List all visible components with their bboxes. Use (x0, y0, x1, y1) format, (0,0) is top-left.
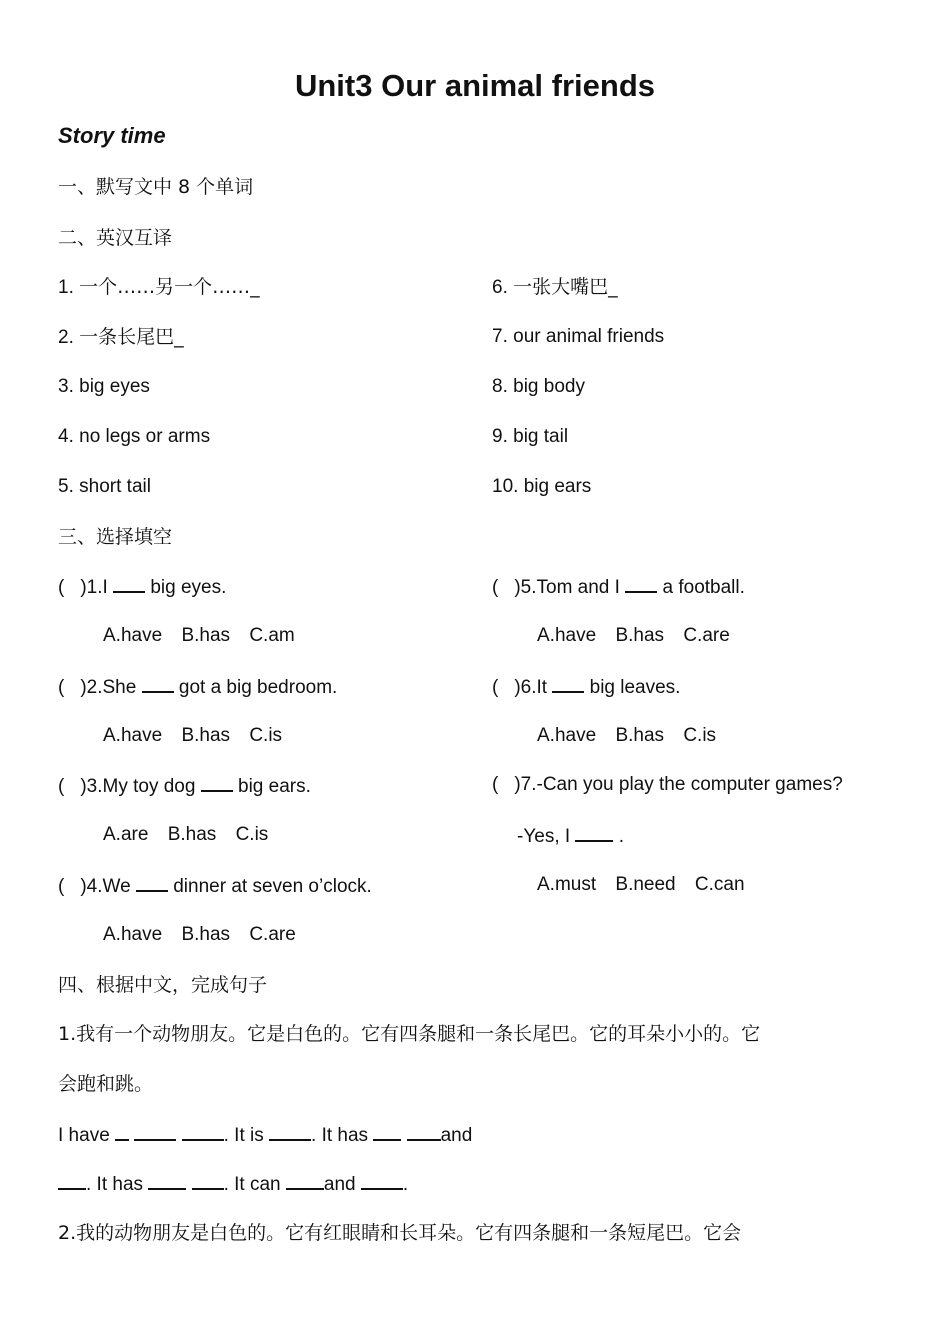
open-paren: ( (492, 677, 499, 698)
fill-sentence (58, 1121, 472, 1149)
choice-options (537, 723, 716, 749)
answer-blank[interactable] (134, 1121, 176, 1141)
question-stem: )5.Tom and I (514, 577, 620, 598)
choice-question (58, 673, 337, 701)
answer-blank[interactable] (201, 772, 233, 792)
choice-question (58, 573, 226, 601)
open-paren: ( (492, 577, 499, 598)
translate-item (58, 374, 150, 400)
question-stem: )4.We (80, 876, 131, 897)
option-a: A.have (103, 725, 163, 746)
option-b: B.has (181, 725, 231, 746)
answer-blank[interactable] (552, 673, 584, 693)
item-number: 10. (492, 476, 519, 497)
choice-options (103, 822, 268, 848)
choice-question (492, 573, 745, 601)
choice-options (103, 623, 295, 649)
item-text: 一张大嘴巴_ (513, 276, 618, 298)
choice-question (492, 772, 843, 798)
sentence-text: I have (58, 1125, 110, 1146)
item-text: our animal friends (513, 326, 665, 347)
item-number: 2. (58, 327, 74, 348)
choice-question (492, 673, 680, 701)
sentence-text: and (440, 1125, 473, 1146)
section-heading-3: 三、选择填空 (58, 526, 173, 548)
answer-blank[interactable] (575, 822, 613, 842)
option-a: A.are (103, 824, 149, 845)
option-b: B.has (181, 924, 231, 945)
item-text: short tail (79, 476, 151, 497)
option-c: C.is (235, 824, 269, 845)
option-a: A.must (537, 874, 597, 895)
open-paren: ( (58, 776, 65, 797)
item-number: 3. (58, 376, 74, 397)
answer-blank[interactable] (58, 1170, 86, 1190)
question-tail: a football. (662, 577, 745, 598)
item-text: big ears (523, 476, 592, 497)
item-number: 8. (492, 376, 508, 397)
translate-item (58, 474, 151, 500)
option-c: C.am (249, 625, 295, 646)
answer-blank[interactable] (115, 1121, 129, 1141)
answer-blank[interactable] (136, 872, 168, 892)
answer-blank[interactable] (113, 573, 145, 593)
translate-item (492, 274, 618, 301)
option-b: B.has (181, 625, 231, 646)
fill-sentence (58, 1170, 408, 1198)
item-number: 6. (492, 277, 508, 298)
item-number: 9. (492, 426, 508, 447)
question-tail: dinner at seven o’clock. (173, 876, 372, 897)
option-c: C.is (683, 725, 717, 746)
item-number: 5. (58, 476, 74, 497)
item-number: 7. (492, 326, 508, 347)
question-stem: )7.-Can you play the computer games? (514, 774, 843, 795)
question-tail: big leaves. (589, 677, 681, 698)
answer-blank[interactable] (192, 1170, 224, 1190)
choice-question (58, 872, 372, 900)
option-b: B.need (615, 874, 676, 895)
option-b: B.has (167, 824, 217, 845)
choice-options (103, 723, 282, 749)
open-paren: ( (492, 774, 499, 795)
translate-item (58, 324, 184, 351)
translate-item (58, 424, 210, 450)
answer-blank[interactable] (373, 1121, 401, 1141)
question-stem: )2.She (80, 677, 137, 698)
answer-blank[interactable] (286, 1170, 324, 1190)
choice-options (103, 922, 296, 948)
section-heading-2: 二、英汉互译 (58, 227, 173, 249)
question-tail: got a big bedroom. (178, 677, 338, 698)
question-stem: )1.I (80, 577, 108, 598)
choice-options (537, 623, 730, 649)
item-number: 4. (58, 426, 74, 447)
option-a: A.have (537, 625, 597, 646)
translate-item (492, 474, 591, 500)
option-a: A.have (103, 625, 163, 646)
page-title: Unit3 Our animal friends (294, 68, 655, 103)
option-a: A.have (537, 725, 597, 746)
answer-blank[interactable] (182, 1121, 224, 1141)
chinese-prompt: 1.我有一个动物朋友。它是白色的。它有四条腿和一条长尾巴。它的耳朵小小的。它 (58, 1023, 761, 1045)
answer-blank[interactable] (148, 1170, 186, 1190)
choice-answer-line (517, 822, 624, 850)
sentence-text: and (323, 1174, 356, 1195)
item-text: no legs or arms (79, 426, 211, 447)
answer-suffix: . (618, 826, 625, 847)
subtitle: Story time (58, 123, 166, 148)
translate-item (492, 424, 568, 450)
answer-blank[interactable] (142, 673, 174, 693)
sentence-text: . It has (311, 1125, 369, 1146)
item-text: big eyes (79, 376, 150, 397)
translate-item (58, 274, 260, 301)
question-tail: big ears. (238, 776, 311, 797)
option-c: C.can (694, 874, 745, 895)
answer-blank[interactable] (625, 573, 657, 593)
chinese-prompt: 2.我的动物朋友是白色的。它有红眼睛和长耳朵。它有四条腿和一条短尾巴。它会 (58, 1222, 742, 1244)
option-b: B.has (615, 725, 665, 746)
open-paren: ( (58, 876, 65, 897)
answer-blank[interactable] (361, 1170, 403, 1190)
option-a: A.have (103, 924, 163, 945)
option-c: C.are (683, 625, 730, 646)
option-c: C.is (249, 725, 283, 746)
item-number: 1. (58, 277, 74, 298)
section-heading-4: 四、根据中文，完成句子 (58, 974, 268, 996)
choice-question (58, 772, 311, 800)
answer-prefix: -Yes, I (517, 826, 571, 847)
sentence-text: . It is (223, 1125, 264, 1146)
section-heading-1: 一、默写文中 8 个单词 (58, 176, 254, 198)
sentence-text: . It has (86, 1174, 144, 1195)
translate-item (492, 374, 585, 400)
open-paren: ( (58, 677, 65, 698)
open-paren: ( (58, 577, 65, 598)
sentence-text: . It can (223, 1174, 281, 1195)
chinese-prompt: 会跑和跳。 (58, 1073, 154, 1095)
question-tail: big eyes. (150, 577, 227, 598)
item-text: 一条长尾巴_ (79, 326, 184, 348)
choice-options (537, 872, 745, 898)
answer-blank[interactable] (407, 1121, 441, 1141)
question-stem: )6.It (514, 677, 548, 698)
answer-blank[interactable] (269, 1121, 311, 1141)
item-text: big tail (513, 426, 569, 447)
sentence-text: . (402, 1174, 409, 1195)
option-b: B.has (615, 625, 665, 646)
option-c: C.are (249, 924, 296, 945)
question-stem: )3.My toy dog (80, 776, 196, 797)
translate-item (492, 324, 664, 350)
item-text: big body (513, 376, 585, 397)
item-text: 一个……另一个……_ (79, 276, 260, 298)
